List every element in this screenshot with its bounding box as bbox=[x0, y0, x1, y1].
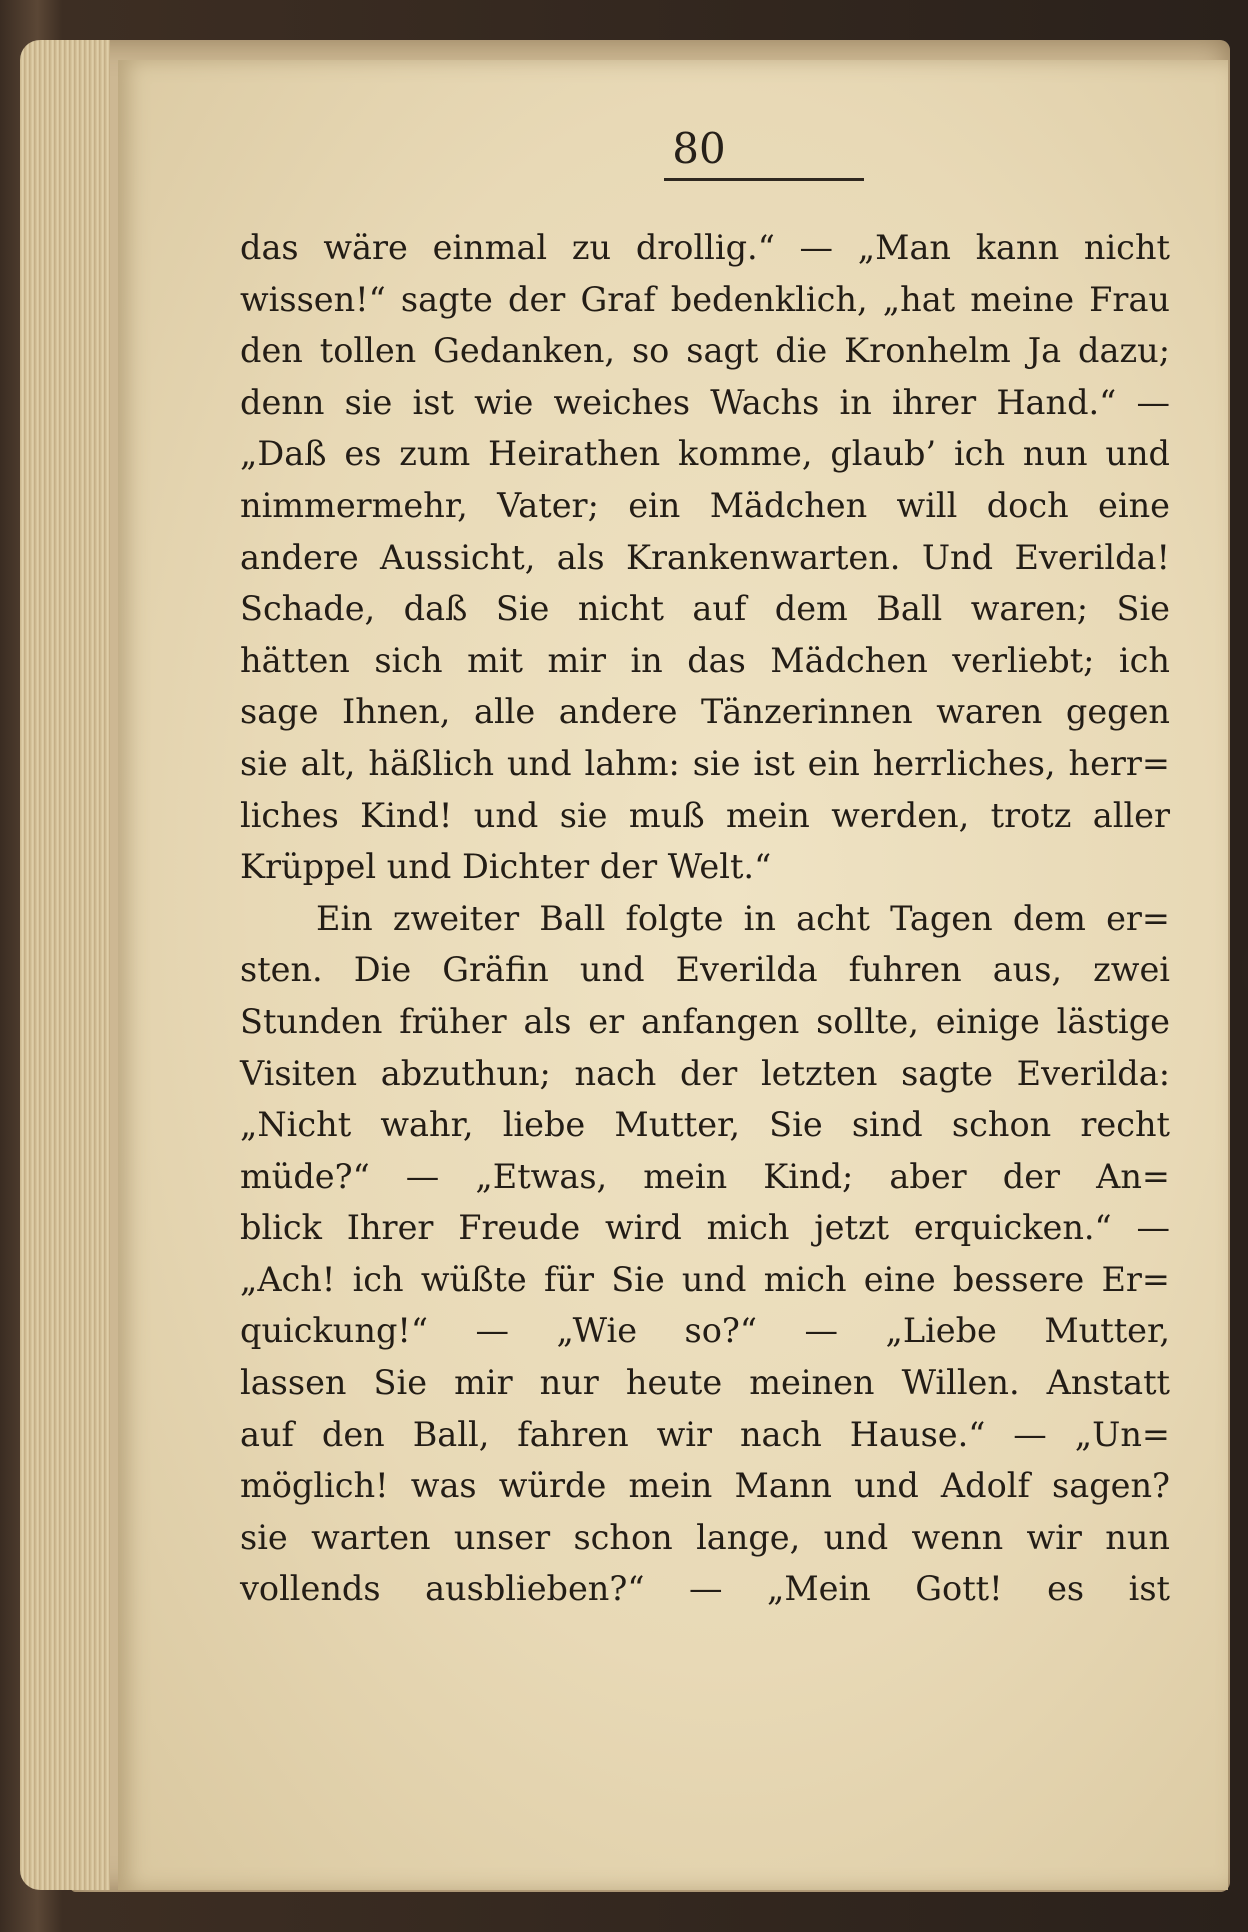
text-line: sten. Die Gräfin und Everilda fuhren aus, zwei bbox=[240, 950, 1170, 990]
text-line: nimmermehr, Vater; ein Mädchen will doch eine bbox=[240, 485, 1170, 525]
ink-bleed-through bbox=[1238, 910, 1248, 1030]
text-line: den tollen Gedanken, so sagt die Kronhelm Ja dazu; bbox=[240, 331, 1170, 371]
page-number: 80 bbox=[672, 124, 726, 173]
text-line: wissen!“ sagte der Graf bedenklich, „hat meine Frau bbox=[240, 279, 1170, 319]
text-line: liches Kind! und sie muß mein werden, trotz aller bbox=[240, 795, 1170, 835]
page-number-rule bbox=[664, 178, 864, 181]
text-line: „Daß es zum Heirathen komme, glaub’ ich nun und bbox=[240, 434, 1170, 474]
text-line: lassen Sie mir nur heute meinen Willen. Anstatt bbox=[240, 1363, 1170, 1403]
page-edges bbox=[20, 40, 110, 1890]
text-line: sie warten unser schon lange, und wenn wir nun bbox=[240, 1517, 1170, 1557]
text-line: müde?“ — „Etwas, mein Kind; aber der An= bbox=[240, 1156, 1170, 1196]
text-line: vollends ausblieben?“ — „Mein Gott! es ist bbox=[240, 1569, 1170, 1609]
text-line: auf den Ball, fahren wir nach Hause.“ — „Un= bbox=[240, 1414, 1170, 1454]
text-line: quickung!“ — „Wie so?“ — „Liebe Mutter, bbox=[240, 1311, 1170, 1351]
text-line: blick Ihrer Freude wird mich jetzt erquicken.“ — bbox=[240, 1208, 1170, 1248]
text-line: das wäre einmal zu drollig.“ — „Man kann nicht bbox=[240, 228, 1170, 267]
text-line: „Ach! ich wüßte für Sie und mich eine bessere Er= bbox=[240, 1259, 1170, 1299]
text-line: denn sie ist wie weiches Wachs in ihrer Hand.“ — bbox=[240, 382, 1170, 422]
text-line: hätten sich mit mir in das Mädchen verliebt; ich bbox=[240, 640, 1170, 680]
text-line: andere Aussicht, als Krankenwarten. Und Everilda! bbox=[240, 537, 1170, 577]
text-line: sage Ihnen, alle andere Tänzerinnen waren gegen bbox=[240, 692, 1170, 732]
text-line: „Nicht wahr, liebe Mutter, Sie sind schon recht bbox=[240, 1105, 1170, 1145]
text-line: sie alt, häßlich und lahm: sie ist ein herrliches, herr= bbox=[240, 743, 1170, 783]
body-text bbox=[240, 222, 1170, 1615]
text-line: Ein zweiter Ball folgte in acht Tagen dem er= bbox=[316, 898, 1170, 938]
text-line: Schade, daß Sie nicht auf dem Ball waren; Sie bbox=[240, 589, 1170, 629]
text-line: Visiten abzuthun; nach der letzten sagte Everilda: bbox=[240, 1053, 1170, 1093]
text-line: möglich! was würde mein Mann und Adolf sagen? bbox=[240, 1466, 1170, 1506]
text-line: Krüppel und Dichter der Welt.“ bbox=[240, 847, 772, 887]
text-line: Stunden früher als er anfangen sollte, einige lästige bbox=[240, 1001, 1170, 1041]
